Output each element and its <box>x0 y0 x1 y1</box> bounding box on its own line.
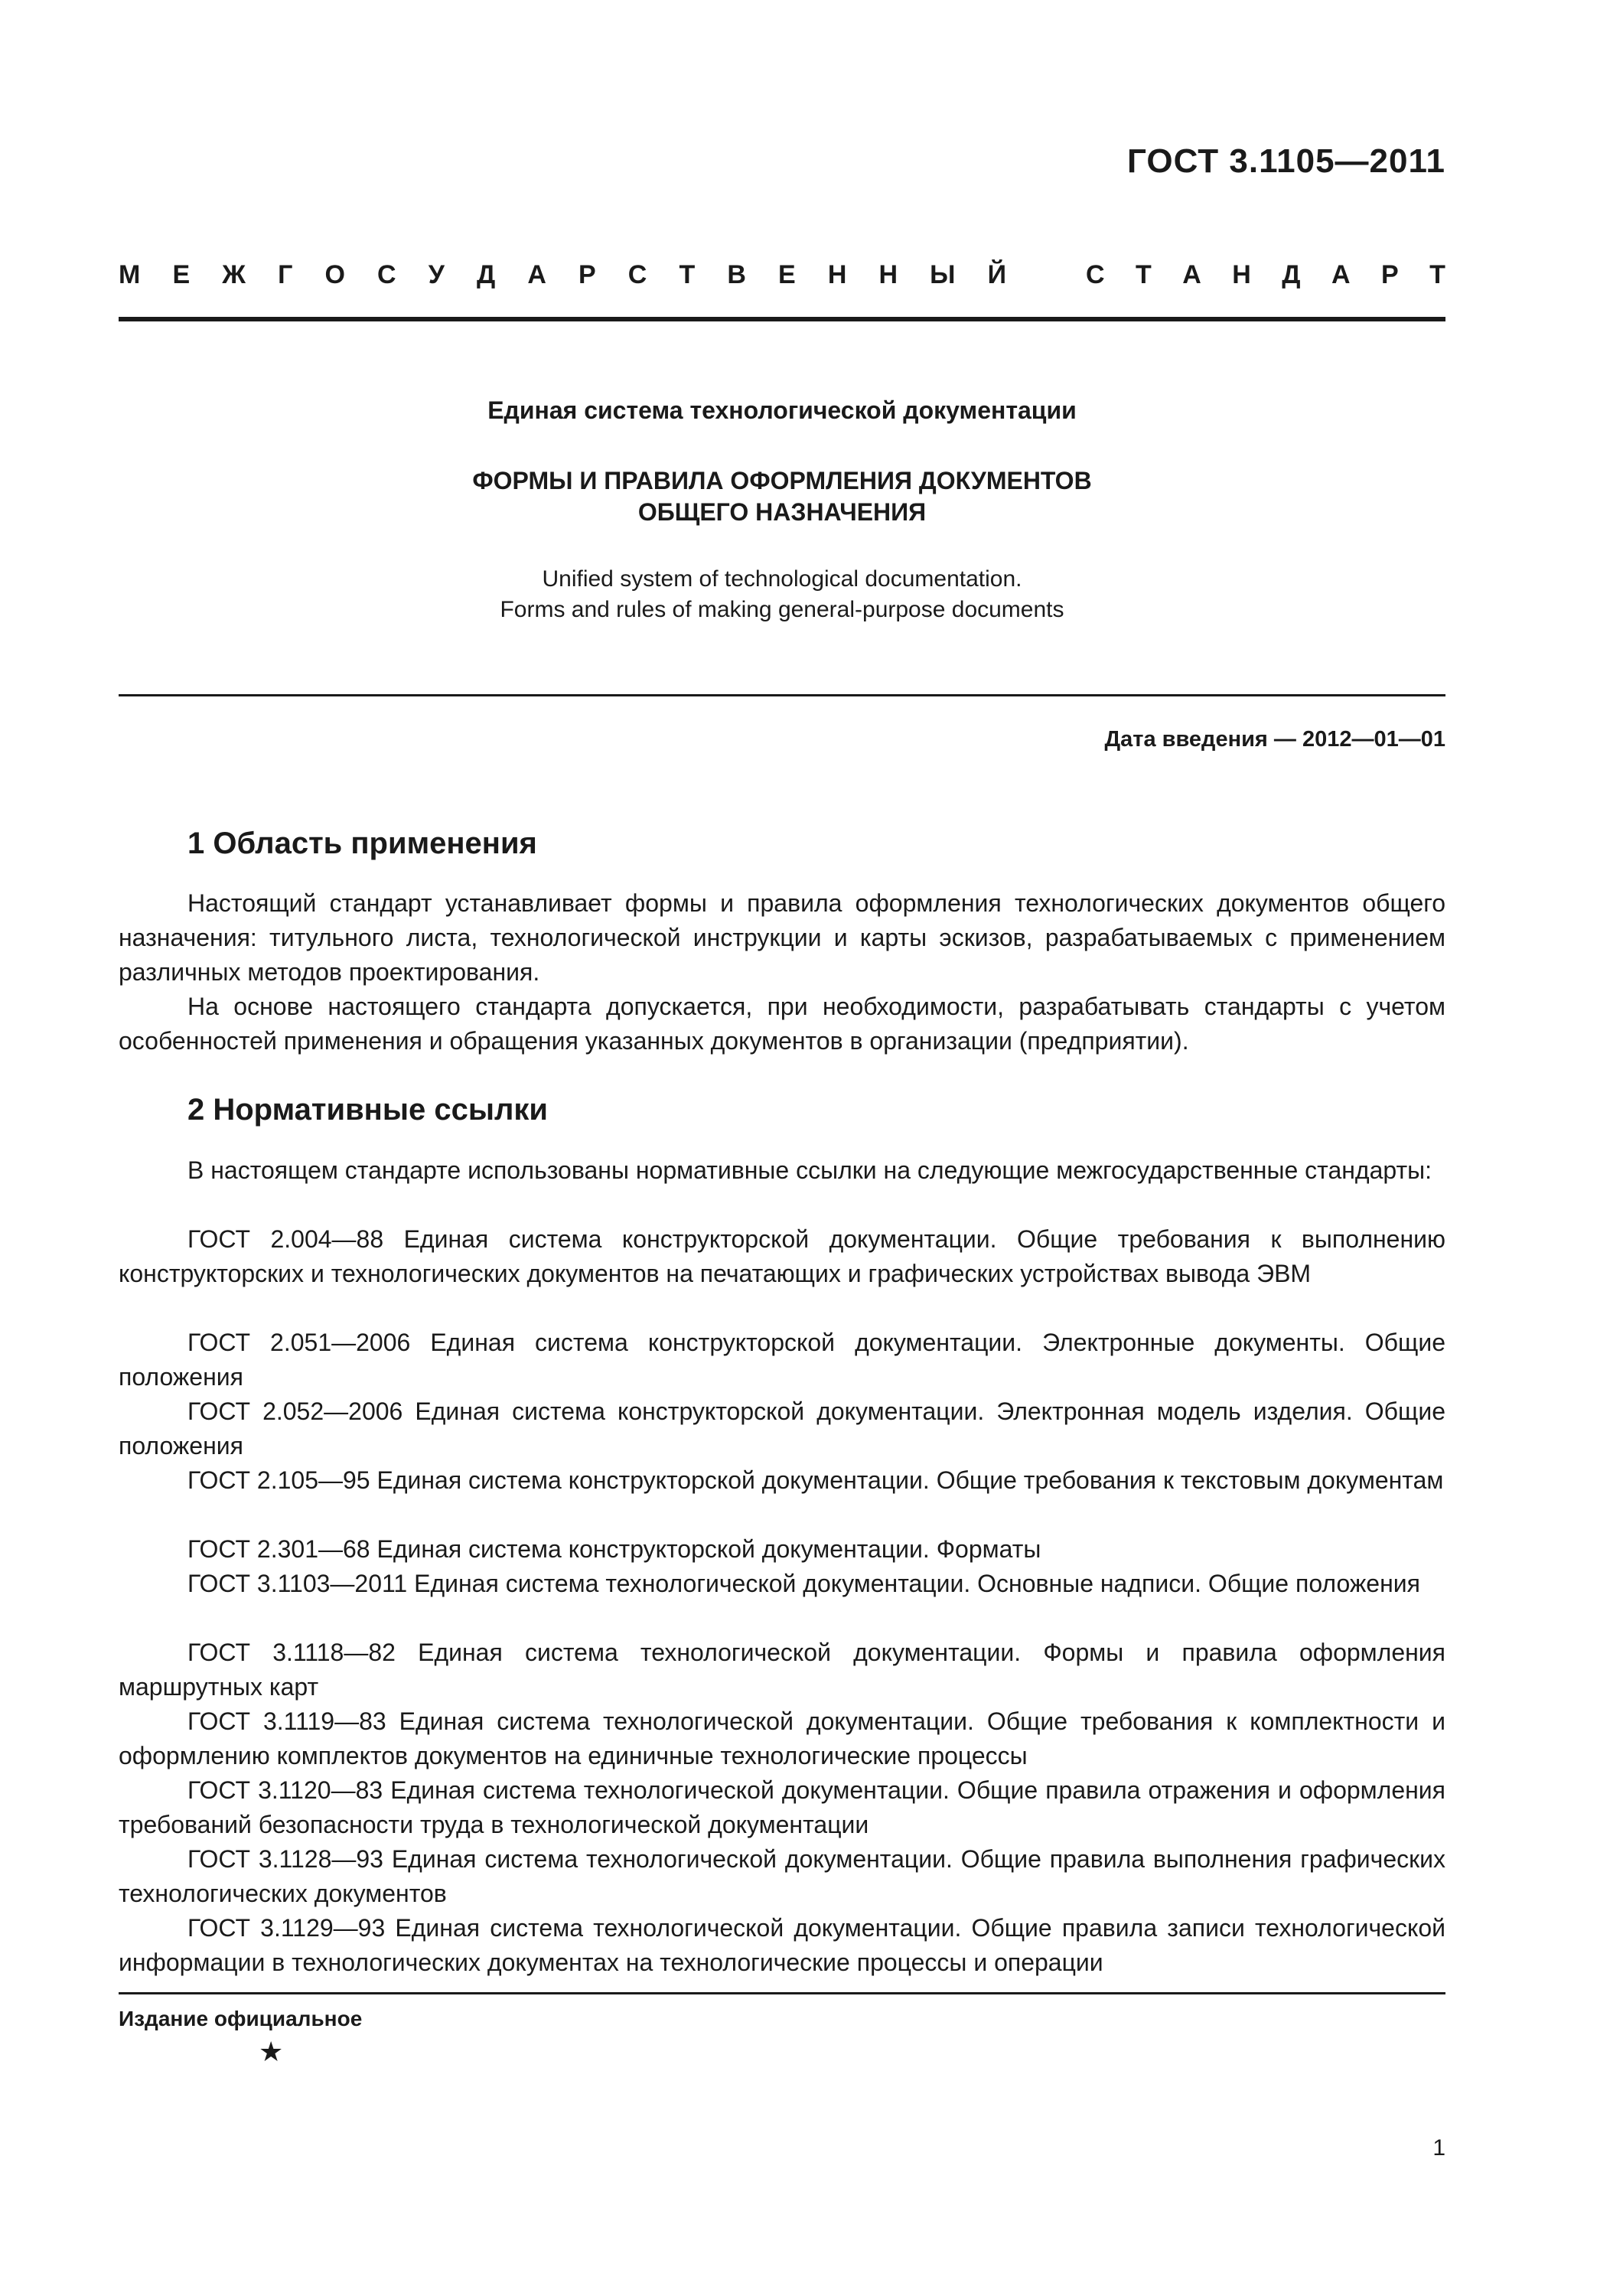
star-icon: ★ <box>259 2036 284 2067</box>
section-1-paragraph <box>119 886 1445 990</box>
reference-text: ГОСТ 3.1118—82 Единая система технологической документации. Формы и правила оформления маршрутных карт <box>119 1639 1445 1701</box>
banner-letter: А <box>1182 260 1201 289</box>
banner-letter: А <box>1331 260 1351 289</box>
reference-text: ГОСТ 2.051—2006 Единая система конструкторской документации. Электронные документы. Общие положения <box>119 1329 1445 1391</box>
banner-word-standard <box>1086 260 1445 290</box>
reference-item <box>119 1532 1445 1567</box>
section-1-paragraph <box>119 990 1445 1058</box>
banner-letter: С <box>627 260 647 289</box>
reference-item <box>119 1326 1445 1394</box>
banner-letter: Т <box>1136 260 1152 289</box>
paragraph-text: Настоящий стандарт устанавливает формы и правила оформления технологических документов общего назначения: титульного листа, технологической инструкции и карты эскизов, разрабатываемых с применением различных методов проектирования. <box>119 889 1445 986</box>
banner-letter: В <box>727 260 746 289</box>
banner-letter: Р <box>1380 260 1399 289</box>
banner-letter: С <box>377 260 396 289</box>
standard-banner <box>119 260 1445 290</box>
banner-letter: Ы <box>930 260 956 289</box>
banner-letter: Д <box>1282 260 1301 289</box>
reference-text: ГОСТ 3.1120—83 Единая система технологической документации. Общие правила отражения и оформления требований безопасности труда в технологической документации <box>119 1776 1445 1838</box>
introduction-date: Дата введения — 2012—01—01 <box>1104 727 1445 752</box>
reference-text: ГОСТ 2.004—88 Единая система конструкторской документации. Общие требования к выполнению конструкторских и технологических документов на печатающих и графических устройствах вывода ЭВМ <box>119 1225 1445 1287</box>
banner-letter: О <box>324 260 345 289</box>
reference-item <box>119 1394 1445 1463</box>
banner-letter: Е <box>172 260 191 289</box>
banner-letter: Й <box>987 260 1006 289</box>
main-title-line-1: ФОРМЫ И ПРАВИЛА ОФОРМЛЕНИЯ ДОКУМЕНТОВ <box>472 467 1092 494</box>
banner-letter: Т <box>679 260 696 289</box>
reference-text: ГОСТ 3.1128—93 Единая система технологической документации. Общие правила выполнения графических технологических документов <box>119 1845 1445 1907</box>
banner-letter: Г <box>278 260 293 289</box>
document-number: ГОСТ 3.1105—2011 <box>1127 142 1445 180</box>
title-rule <box>119 694 1445 696</box>
banner-letter: А <box>527 260 546 289</box>
banner-letter: Д <box>476 260 496 289</box>
banner-letter: Н <box>878 260 898 289</box>
reference-text: ГОСТ 2.052—2006 Единая система конструкторской документации. Электронная модель изделия. Общие положения <box>119 1397 1445 1459</box>
banner-letter: С <box>1086 260 1105 289</box>
paragraph-text: В настоящем стандарте использованы нормативные ссылки на следующие межгосударственные стандарты: <box>187 1156 1432 1184</box>
reference-item <box>119 1911 1445 1980</box>
banner-letter: Е <box>778 260 796 289</box>
section-2-intro <box>119 1153 1445 1188</box>
banner-letter: Н <box>1232 260 1251 289</box>
english-title-line-1: Unified system of technological documentation. <box>542 566 1022 592</box>
official-edition-label: Издание официальное <box>119 2007 363 2030</box>
section-2-heading: 2 Нормативные ссылки <box>187 1093 549 1127</box>
system-title: Единая система технологической документации <box>487 396 1077 424</box>
footer-rule <box>119 1992 1445 1994</box>
reference-text: ГОСТ 3.1103—2011 Единая система технологической документации. Основные надписи. Общие положения <box>187 1570 1420 1597</box>
reference-item <box>119 1567 1445 1601</box>
reference-text: ГОСТ 3.1119—83 Единая система технологической документации. Общие требования к комплектности и оформлению комплектов документов на единичные технологические процессы <box>119 1707 1445 1769</box>
reference-text: ГОСТ 2.301—68 Единая система конструкторской документации. Форматы <box>187 1535 1041 1563</box>
reference-item <box>119 1463 1445 1498</box>
main-title-line-2: ОБЩЕГО НАЗНАЧЕНИЯ <box>637 498 927 526</box>
banner-letter: Т <box>1429 260 1445 289</box>
reference-item <box>119 1773 1445 1842</box>
page-number: 1 <box>1432 2135 1445 2161</box>
section-1-heading: 1 Область применения <box>187 827 537 860</box>
banner-letter: Ж <box>222 260 246 289</box>
reference-item <box>119 1704 1445 1773</box>
banner-letter: М <box>119 260 141 289</box>
header-rule <box>119 317 1445 321</box>
reference-item <box>119 1222 1445 1291</box>
banner-letter: Р <box>578 260 596 289</box>
banner-word-interstate <box>119 260 1006 290</box>
reference-text: ГОСТ 3.1129—93 Единая система технологической документации. Общие правила записи технологической информации в технологических документах на технологические процессы и операции <box>119 1914 1445 1976</box>
reference-text: ГОСТ 2.105—95 Единая система конструкторской документации. Общие требования к текстовым документам <box>187 1466 1444 1494</box>
english-title-line-2: Forms and rules of making general-purpose documents <box>500 597 1064 622</box>
banner-letter: Н <box>827 260 847 289</box>
paragraph-text: На основе настоящего стандарта допускается, при необходимости, разрабатывать стандарты с учетом особенностей применения и обращения указанных документов в организации (предприятии). <box>119 993 1445 1055</box>
reference-item <box>119 1842 1445 1911</box>
banner-letter: У <box>428 260 445 289</box>
reference-item <box>119 1636 1445 1704</box>
